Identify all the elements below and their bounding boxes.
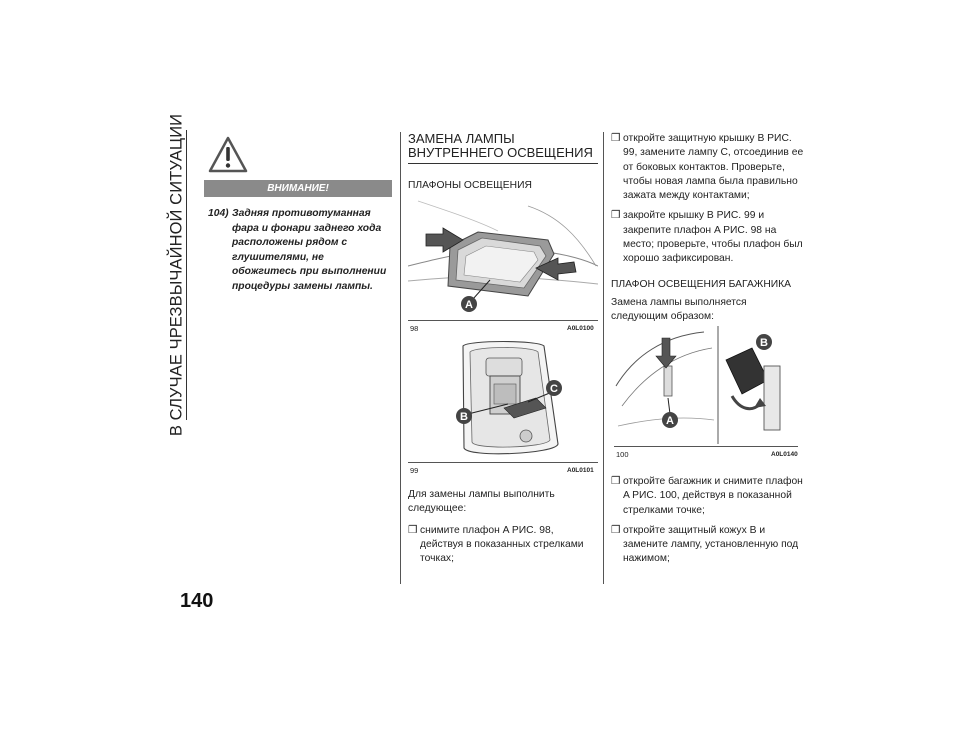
step-remove-light — [408, 524, 598, 567]
step-replace-lamp — [611, 524, 806, 567]
column-2 — [408, 132, 598, 191]
fig100-rule — [614, 446, 798, 447]
step-close-cover — [611, 209, 806, 266]
fig100-label-b: B — [760, 337, 768, 349]
page-number: 140 — [180, 590, 214, 612]
fig100-label-a: A — [666, 415, 674, 427]
fig99-rule — [408, 462, 598, 463]
instructions-intro: Для замены лампы выполнить следующее: — [408, 489, 555, 515]
warning-box — [204, 180, 392, 305]
step-text: снимите плафон A РИС. 98, действуя в показанных стрелками точках; — [420, 524, 584, 565]
figure-98-ceiling-light — [408, 196, 598, 318]
step-text: откройте багажник и снимите плафон A РИС. 100, действуя в показанной стрелками точке; — [623, 476, 803, 516]
section-title: ЗАМЕНА ЛАМПЫ ВНУТРЕННЕГО ОСВЕЩЕНИЯ — [408, 132, 598, 164]
step-text: закройте крышку B РИС. 99 и закрепите плафон A РИС. 98 на место; проверьте, чтобы плафон был хорошо зафиксирован. — [623, 210, 803, 265]
trunk-intro: Замена лампы выполняется следующим образом: — [611, 296, 747, 322]
warning-heading: ВНИМАНИЕ! — [204, 180, 392, 197]
warning-triangle-icon — [208, 136, 248, 174]
bullet-icon: ❒ — [611, 210, 621, 222]
subsection-title-trunk-light: ПЛАФОН ОСВЕЩЕНИЯ БАГАЖНИКА — [611, 278, 792, 290]
step-text: откройте защитную крышку B РИС. 99, замените лампу C, отсоединив ее от боковых контактов. Проверьте, чтобы новая лампа была правильно зажата между контактами; — [623, 133, 804, 202]
column-divider-1 — [400, 132, 401, 584]
chapter-title-text: В СЛУЧАЕ ЧРЕЗВЫЧАЙНОЙ СИТУАЦИИ — [167, 113, 186, 436]
step-text: откройте защитный кожух B и замените лампу, установленную под нажимом; — [623, 524, 799, 565]
fig98-label-a: A — [465, 299, 473, 311]
bullet-icon: ❒ — [611, 524, 621, 536]
fig100-code: A0L0140 — [771, 451, 798, 458]
fig99-label-c: C — [550, 383, 558, 395]
column-2-text — [408, 488, 598, 566]
figure-100-trunk-light — [614, 326, 798, 444]
bullet-icon: ❒ — [611, 476, 621, 487]
fig98-rule — [408, 320, 598, 321]
subsection-title-ceiling-lights: ПЛАФОНЫ ОСВЕЩЕНИЯ — [408, 180, 532, 191]
column-divider-2 — [603, 132, 604, 584]
step-open-cover — [611, 132, 806, 203]
warning-note-number: 104) — [208, 208, 229, 219]
fig100-number: 100 — [616, 450, 629, 459]
fig99-label-b: B — [460, 411, 468, 423]
fig98-number: 98 — [410, 324, 419, 333]
side-rule — [186, 130, 187, 420]
fig99-number: 99 — [410, 466, 419, 475]
bullet-icon: ❒ — [611, 133, 621, 144]
warning-note-text: Задняя противотуманная фара и фонари заднего хода расположены рядом с глушителями, не обожгитесь при выполнении процедуры замены лампы. — [232, 208, 387, 292]
fig98-code: A0L0100 — [567, 325, 594, 332]
column-3 — [611, 132, 806, 324]
chapter-side-title — [160, 113, 194, 436]
step-open-trunk — [611, 475, 806, 518]
column-3-bottom — [611, 475, 806, 567]
fig99-code: A0L0101 — [567, 467, 594, 474]
bullet-icon: ❒ — [408, 524, 418, 536]
warning-note — [208, 207, 390, 294]
figure-99-lamp-cover — [408, 336, 598, 460]
